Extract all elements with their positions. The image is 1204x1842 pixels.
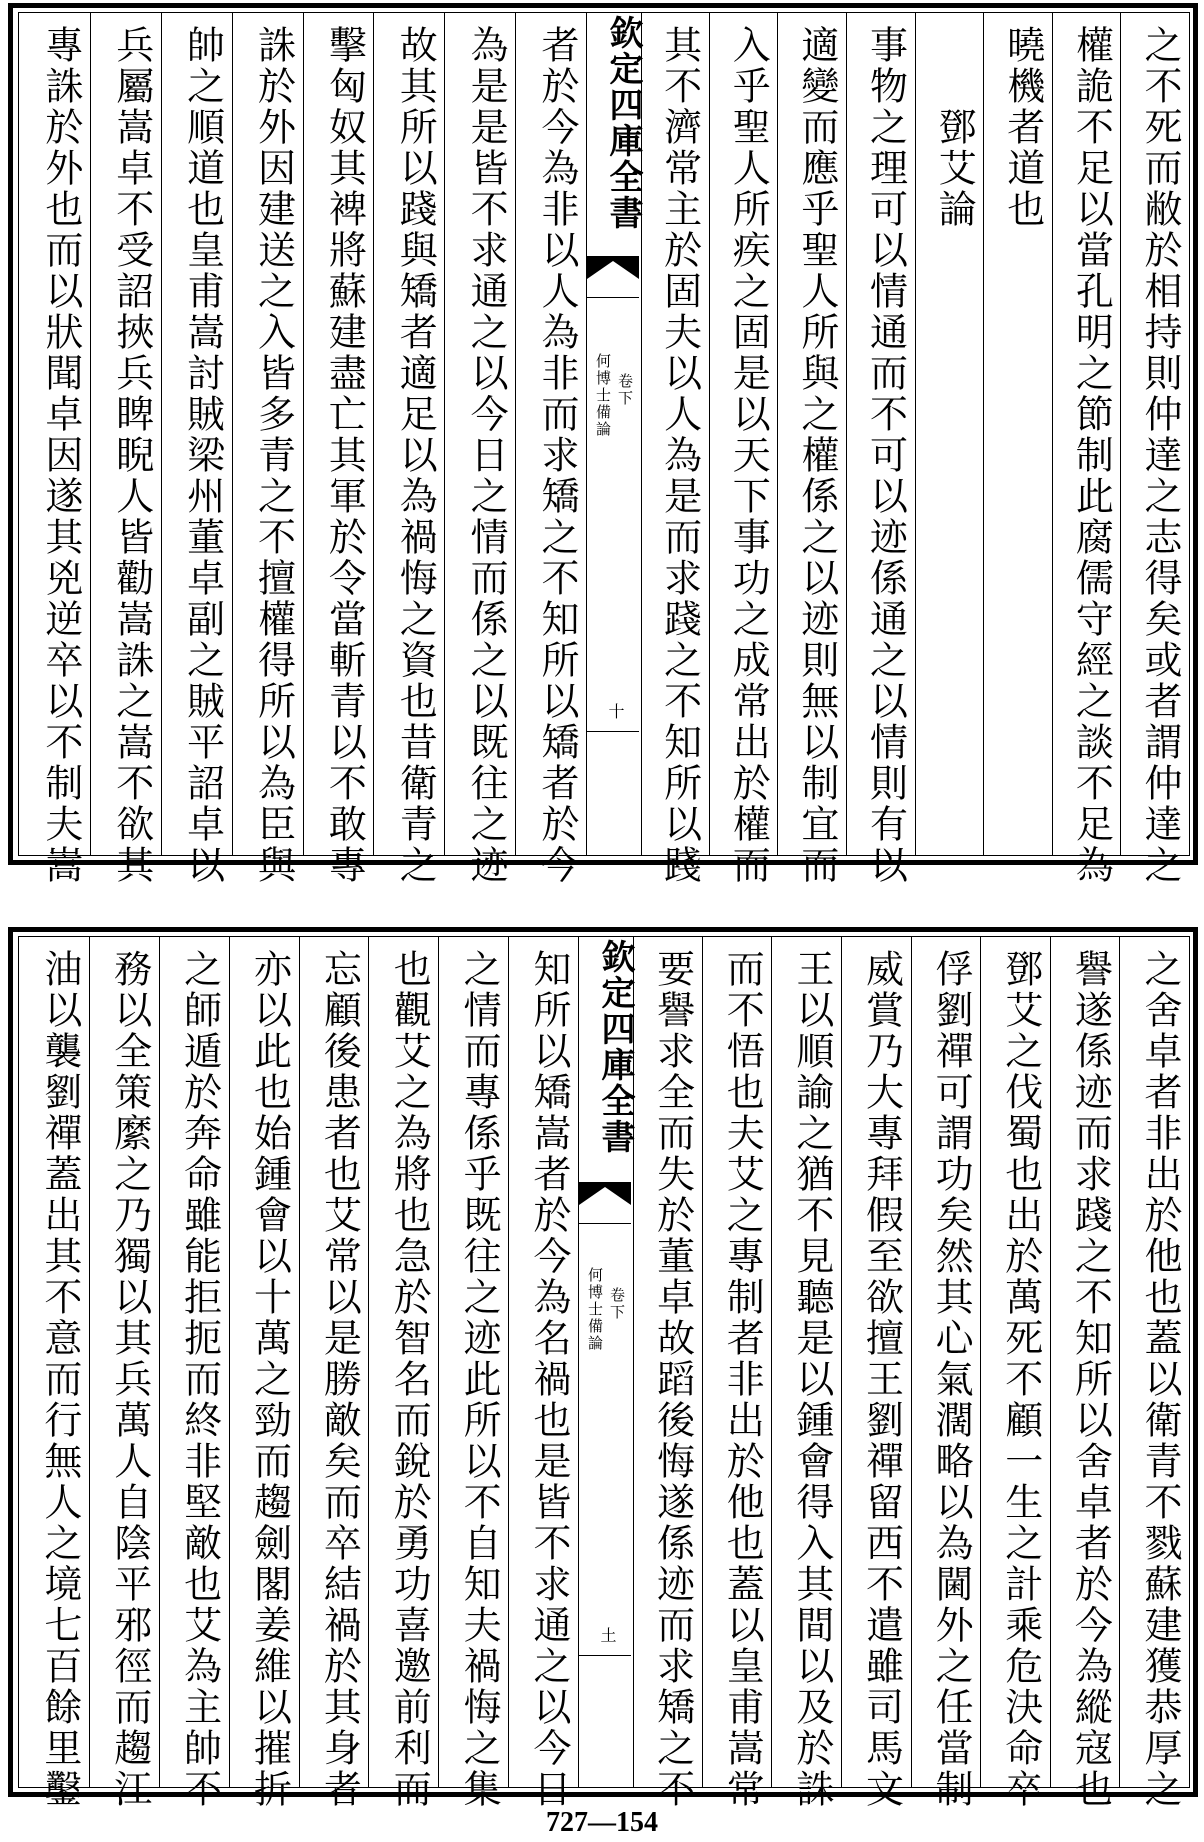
column-divider — [1050, 937, 1051, 1787]
column-divider — [373, 13, 374, 855]
top-fishtail-icon — [587, 256, 639, 298]
text-column: 入乎聖人所疾之固是以天下事功之成常出於權而 — [726, 25, 771, 886]
bottom-banxin-rule — [579, 1655, 631, 1656]
column-divider — [303, 13, 304, 855]
column-divider — [1052, 13, 1053, 855]
page-footer-number: 727—154 — [546, 1807, 658, 1838]
column-divider — [1119, 937, 1120, 1787]
bottom-banxin-title: 欽定四庫全書 — [595, 939, 635, 1155]
text-column: 鄧艾論 — [932, 25, 977, 230]
column-divider — [299, 937, 300, 1787]
text-column: 忘顧後患者也艾常以是勝敵矣而卒結禍於其身者 — [317, 949, 362, 1810]
text-column: 之師遁於奔命雖能拒扼而終非堅敵也艾為主帥不 — [177, 949, 222, 1810]
text-column: 帥之順道也皇甫嵩討賊梁州董卓副之賊平詔卓以 — [180, 25, 225, 886]
column-divider — [911, 937, 912, 1787]
column-divider — [368, 937, 369, 1787]
text-column: 也觀艾之為將也急於智名而銳於勇功喜邀前利而 — [387, 949, 432, 1810]
text-column: 威賞乃大專拜假至欲擅王劉禪留西不遣雖司馬文 — [859, 949, 904, 1810]
top-page — [0, 0, 1204, 886]
column-divider — [161, 13, 162, 855]
text-column: 擊匈奴其裨將蘇建盡亡其軍於令當斬青以不敢專 — [322, 25, 367, 886]
column-divider — [438, 937, 439, 1787]
column-divider — [444, 13, 445, 855]
bottom-page-inner-frame — [18, 936, 1190, 1810]
text-column: 務以全策縻之乃獨以其兵萬人自陰平邪徑而趨江 — [107, 949, 152, 1810]
top-banxin-subtitle: 何博士備論 — [594, 353, 612, 438]
text-column: 知所以矯嵩者於今為名禍也是皆不求通之以今日 — [527, 949, 571, 1810]
column-divider — [232, 13, 233, 855]
text-column: 誅於外因建送之入皆多青之不擅權得所以為臣與 — [251, 25, 296, 886]
column-divider — [709, 13, 710, 855]
text-column: 亦以此也始鍾會以十萬之勁而趨劍閣姜維以摧折 — [247, 949, 292, 1810]
column-divider — [229, 937, 230, 1787]
column-divider — [777, 13, 778, 855]
bottom-fishtail-icon — [579, 1182, 631, 1224]
column-divider — [508, 937, 509, 1787]
column-divider — [841, 937, 842, 1787]
text-column: 其不濟常主於固夫以人為是而求踐之不知所以踐 — [657, 25, 702, 886]
text-column: 之情而專係乎既往之迹此所以不自知夫禍悔之集 — [457, 949, 502, 1810]
column-divider — [515, 13, 516, 855]
column-divider — [89, 937, 90, 1787]
top-page-inner-frame — [18, 12, 1190, 886]
top-banxin-page-number: 十 — [606, 703, 625, 719]
text-column: 譽遂係迹而求踐之不知所以舍卓者於今為縱寇也 — [1068, 949, 1113, 1810]
text-column: 鄧艾之伐蜀也出於萬死不顧一生之計乘危決命卒 — [998, 949, 1043, 1810]
text-column: 而不悟也夫艾之專制者非出於他也蓋以皇甫嵩常 — [720, 949, 765, 1810]
bottom-page — [0, 922, 1204, 1810]
column-divider — [90, 13, 91, 855]
text-column: 事物之理可以情通而不可以迹係通之以情則有以 — [863, 25, 908, 886]
text-column: 者於今為非以人為非而求矯之不知所以矯者於今 — [535, 25, 579, 886]
column-divider — [915, 13, 916, 855]
text-column: 曉機者道也 — [1000, 25, 1045, 230]
column-divider — [846, 13, 847, 855]
top-banxin-volume: 卷下 — [616, 373, 634, 407]
column-divider — [702, 937, 703, 1787]
top-banxin — [586, 13, 642, 855]
column-divider — [1120, 13, 1121, 855]
top-banxin-rule — [587, 731, 639, 732]
text-column: 俘劉禪可謂功矣然其心氣濶略以為閫外之任當制 — [929, 949, 974, 1810]
text-column: 王以順諭之猶不見聽是以鍾會得入其間以及於誅 — [789, 949, 834, 1810]
column-divider — [980, 937, 981, 1787]
text-column: 適變而應乎聖人所與之權係之以迹則無以制宜而 — [794, 25, 839, 886]
text-column: 權詭不足以當孔明之節制此腐儒守經之談不足為 — [1069, 25, 1114, 886]
text-column: 之舍卓者非出於他也蓋以衛青不戮蘇建獲恭厚之 — [1138, 949, 1182, 1810]
column-divider — [159, 937, 160, 1787]
text-column: 兵屬嵩卓不受詔挾兵睥睨人皆勸嵩誅之嵩不欲其 — [109, 25, 154, 886]
column-divider — [983, 13, 984, 855]
bottom-banxin-volume: 卷下 — [608, 1287, 626, 1321]
column-divider — [771, 937, 772, 1787]
text-column: 要譽求全而失於董卓故蹈後悔遂係迹而求矯之不 — [650, 949, 695, 1810]
top-banxin-title: 欽定四庫全書 — [603, 15, 643, 231]
bottom-banxin-subtitle: 何博士備論 — [586, 1267, 604, 1352]
text-column: 之不死而敝於相持則仲達之志得矣或者謂仲達之 — [1138, 25, 1182, 886]
text-column: 故其所以踐與矯者適足以為禍悔之資也昔衛青之 — [393, 25, 438, 886]
text-column: 專誅於外也而以狀聞卓因遂其兇逆卒以不制夫嵩 — [38, 25, 83, 886]
bottom-banxin-page-number: 土 — [598, 1627, 617, 1643]
text-column: 為是是皆不求通之以今日之情而係之以既往之迹 — [464, 25, 509, 886]
bottom-banxin — [578, 937, 634, 1787]
text-column: 油以襲劉禪蓋出其不意而行無人之境七百餘里鑿 — [37, 949, 82, 1810]
